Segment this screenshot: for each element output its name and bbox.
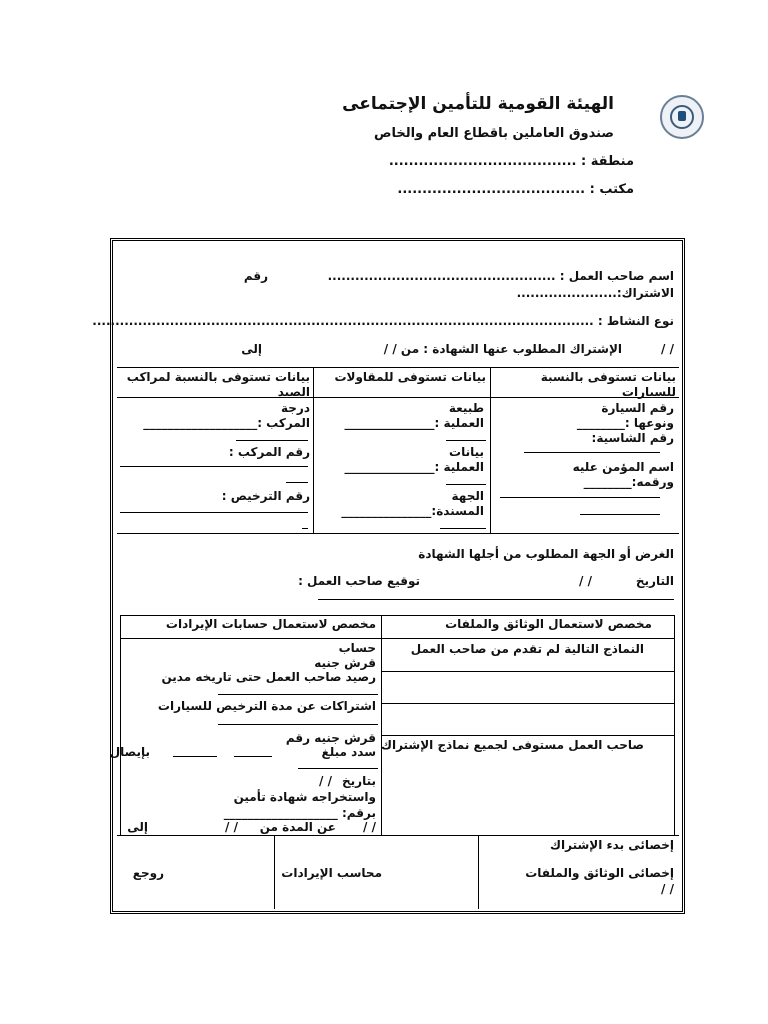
lower-table-divider — [381, 615, 382, 835]
party-underline — [440, 528, 486, 529]
boat-number-field: رقم المركب : — [228, 445, 310, 459]
period-to-label: إلى — [127, 820, 148, 834]
subscription-field: الاشتراك:...................... — [516, 286, 674, 300]
office-field: مكتب : ...................................... — [397, 182, 634, 197]
car-subs-underline — [218, 724, 378, 725]
amount-underline — [234, 756, 272, 757]
data-underline — [446, 484, 486, 485]
chassis-field: رقم الشاسية: — [591, 431, 674, 445]
lower-table-row-rule — [381, 671, 675, 672]
period-slashes: / / — [363, 820, 376, 834]
certificate-number-field: برقم: ___________________ — [223, 806, 376, 820]
date-label: التاريخ — [635, 574, 674, 588]
lower-table-left — [120, 615, 121, 835]
chassis-underline — [524, 452, 660, 453]
operation-data-line: العملية :_______________ — [344, 460, 484, 474]
period-to-label: إلى — [241, 342, 262, 356]
period-from-label: عن المدة من — [259, 820, 336, 834]
organization-logo — [660, 95, 704, 139]
lower-table-row-rule — [381, 735, 675, 736]
paid-amount-label: سدد مبلغ — [321, 745, 376, 759]
amount-underline — [173, 756, 217, 757]
boat-number-underline — [286, 482, 308, 483]
insured-underline — [580, 514, 660, 515]
bottom-row-divider — [274, 835, 275, 909]
lower-table-right — [674, 615, 675, 835]
number-label: رقم — [243, 269, 268, 283]
license-underline — [302, 528, 308, 529]
forms-not-submitted-label: النماذج التالية لم تقدم من صاحب العمل — [410, 642, 644, 656]
insured-underline — [500, 497, 660, 498]
insured-number-field: ورقمه:________ — [583, 475, 674, 489]
table-divider — [313, 367, 314, 533]
receipt-underline — [298, 768, 378, 769]
subscription-start-specialist: إخصائى بدء الإشتراك — [550, 838, 674, 852]
revenue-accountant-label: محاسب الإيرادات — [281, 866, 382, 880]
license-number-field: رقم الترخيص : — [221, 489, 310, 503]
car-number-field: رقم السيارة — [601, 401, 674, 415]
bottom-row-divider — [478, 835, 479, 909]
employer-complete-label: صاحب العمل مستوفى لجميع نماذج الإشتراك — [380, 738, 644, 752]
nature-underline — [446, 440, 486, 441]
license-underline — [120, 512, 308, 513]
date-slashes: / / — [579, 574, 592, 588]
balance-underline — [218, 694, 378, 695]
lower-table-row-rule — [381, 703, 675, 704]
page-subtitle: صندوق العاملين باقطاع العام والخاص — [373, 126, 614, 141]
docs-section-header: مخصص لاستعمال الوثائق والملفات — [445, 617, 652, 631]
bottom-date-slashes: / / — [661, 882, 674, 896]
table-bottom-rule — [117, 533, 679, 534]
cars-column-header: بيانات تستوفى بالنسبة للسيارات — [540, 370, 676, 399]
docs-files-specialist: إخصائى الوثائق والملفات — [525, 866, 674, 880]
lower-table-top — [120, 615, 675, 616]
reviewed-label: روجع — [132, 866, 164, 880]
signature-underline — [318, 599, 674, 600]
operation-nature-field: طبيعة — [448, 401, 484, 415]
purpose-label: الغرض أو الجهة المطلوب من أجلها الشهادة — [418, 547, 674, 561]
grade-underline — [236, 440, 308, 441]
insured-name-field: اسم المؤمن عليه — [572, 460, 674, 474]
assigning-party-field: الجهة — [451, 489, 484, 503]
boat-number-underline — [120, 466, 308, 467]
activity-type-field: نوع النشاط : .............................................................................................................. — [92, 314, 674, 328]
contracts-column-header: بيانات تستوفى للمقاولات — [334, 370, 486, 384]
lower-table-header-rule — [120, 638, 675, 639]
on-date-label: بتاريخ — [342, 774, 376, 788]
period-end-slashes: / / — [661, 342, 674, 356]
assigning-party-line: المسندة:_______________ — [341, 504, 484, 518]
operation-nature-line: العملية :_______________ — [344, 416, 484, 430]
boat-grade-line: المركب :___________________ — [143, 416, 310, 430]
table-top-rule — [117, 367, 679, 368]
employer-name-field: اسم صاحب العمل : .................................................. — [327, 269, 674, 283]
period-from-slashes: / / — [225, 820, 238, 834]
receipt-label: بإيصال — [109, 745, 150, 759]
piasters-pounds-label: قرش جنيه — [314, 656, 376, 670]
employer-signature-label: توقيع صاحب العمل : — [298, 574, 420, 588]
car-type-field: ونوعها :________ — [576, 416, 674, 430]
period-from-field: الإشتراك المطلوب عنها الشهادة : من / / — [383, 342, 622, 356]
revenue-section-header: مخصص لاستعمال حسابات الإيرادات — [165, 617, 376, 631]
page-title: الهيئة القومية للتأمين الإجتماعى — [342, 94, 614, 114]
on-date-slashes: / / — [319, 774, 332, 788]
lower-table-bottom — [117, 835, 679, 836]
issue-certificate-label: واستخراجه شهادة تأمين — [233, 790, 376, 804]
region-field: منطقة : ...................................... — [388, 154, 634, 169]
car-subscriptions-label: اشتراكات عن مدة الترخيص للسيارات — [157, 699, 376, 713]
piasters-pounds-number-label: قرش جنيه رقم — [285, 731, 376, 745]
boat-grade-field: درجة — [281, 401, 310, 415]
employer-balance-label: رصيد صاحب العمل حتى تاريخه مدين — [161, 670, 376, 684]
operation-data-field: بيانات — [449, 445, 484, 459]
boats-column-header: بيانات تستوفى بالنسبة لمراكب الصيد — [126, 370, 310, 399]
table-divider — [490, 367, 491, 533]
account-label: حساب — [338, 641, 376, 655]
